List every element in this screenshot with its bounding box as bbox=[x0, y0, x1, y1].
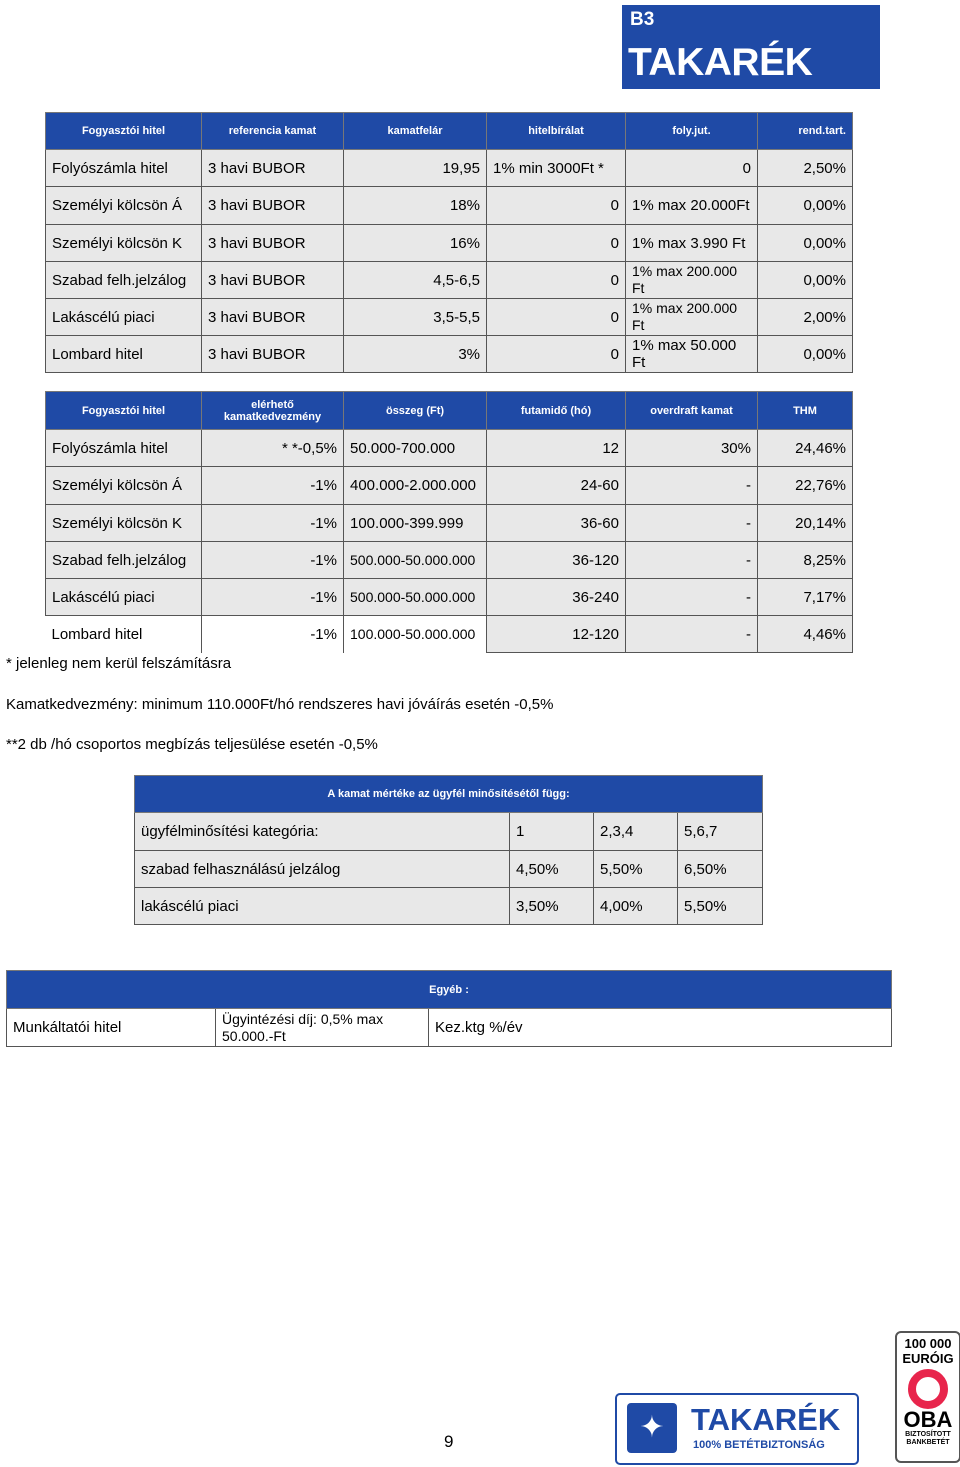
cell: 5,50% bbox=[594, 851, 678, 888]
table-row bbox=[46, 579, 853, 616]
cell: 6,50% bbox=[678, 851, 763, 888]
direct-debit-note: **2 db /hó csoportos megbízás teljesülése esetén -0,5% bbox=[6, 736, 378, 753]
table-row bbox=[7, 1009, 892, 1047]
oba-currency: EURÓIG bbox=[902, 1351, 954, 1366]
cell: 1% max 3.990 Ft bbox=[626, 225, 758, 262]
takarek-mark-icon: ✦ bbox=[627, 1403, 677, 1453]
cell: 2,00% bbox=[758, 299, 853, 336]
logo-bottom-subtext: 100% BETÉTBIZTONSÁG bbox=[693, 1439, 825, 1451]
cell: Személyi kölcsön K bbox=[46, 505, 202, 542]
cell: 16% bbox=[344, 225, 487, 262]
cell: 24-60 bbox=[487, 467, 626, 505]
discount-note: Kamatkedvezmény: minimum 110.000Ft/hó rendszeres havi jóváírás esetén -0,5% bbox=[6, 696, 554, 713]
col-header: hitelbírálat bbox=[487, 113, 626, 150]
takarek-logo bbox=[622, 5, 880, 89]
cell: Folyószámla hitel bbox=[46, 430, 202, 467]
cell: 0,00% bbox=[758, 336, 853, 373]
cell: 500.000-50.000.000 bbox=[344, 579, 487, 616]
cell: - bbox=[626, 542, 758, 579]
cell: 4,46% bbox=[758, 616, 853, 653]
oba-subtitle: BIZTOSÍTOTT BANKBETÉT bbox=[905, 1431, 951, 1446]
cell: 100.000-399.999 bbox=[344, 505, 487, 542]
cell: -1% bbox=[202, 616, 344, 653]
table-header-row bbox=[7, 971, 892, 1009]
cell: 3 havi BUBOR bbox=[202, 150, 344, 187]
table-row bbox=[46, 505, 853, 542]
oba-title: OBA bbox=[903, 1407, 953, 1432]
cell: Folyószámla hitel bbox=[46, 150, 202, 187]
cell: 0 bbox=[487, 336, 626, 373]
cell: 1% max 50.000 Ft bbox=[626, 336, 758, 373]
table-header-row bbox=[46, 113, 853, 150]
cell: 3 havi BUBOR bbox=[202, 225, 344, 262]
discount-table bbox=[45, 391, 853, 653]
cell: 1% min 3000Ft * bbox=[487, 150, 626, 187]
cell: 22,76% bbox=[758, 467, 853, 505]
oba-badge bbox=[895, 1331, 960, 1463]
col-header: overdraft kamat bbox=[626, 392, 758, 430]
col-header: kamatfelár bbox=[344, 113, 487, 150]
table-row bbox=[46, 336, 853, 373]
cell: 50.000-700.000 bbox=[344, 430, 487, 467]
cell: 30% bbox=[626, 430, 758, 467]
cell: Lombard hitel bbox=[46, 616, 202, 653]
other-table-title: Egyéb : bbox=[7, 971, 892, 1009]
cell: lakáscélú piaci bbox=[135, 888, 510, 925]
cell: - bbox=[626, 467, 758, 505]
cell: ügyfélminősítési kategória: bbox=[135, 813, 510, 851]
col-header: futamidő (hó) bbox=[487, 392, 626, 430]
cell: Szabad felh.jelzálog bbox=[46, 542, 202, 579]
cell: 0,00% bbox=[758, 187, 853, 225]
cell: 2,3,4 bbox=[594, 813, 678, 851]
rating-table bbox=[134, 775, 763, 925]
cell: 2,50% bbox=[758, 150, 853, 187]
cell: 12 bbox=[487, 430, 626, 467]
cell: - bbox=[626, 505, 758, 542]
cell: 5,50% bbox=[678, 888, 763, 925]
cell: Lakáscélú piaci bbox=[46, 579, 202, 616]
cell: -1% bbox=[202, 542, 344, 579]
cell: 18% bbox=[344, 187, 487, 225]
cell: Lombard hitel bbox=[46, 336, 202, 373]
table-row bbox=[135, 851, 763, 888]
col-header: THM bbox=[758, 392, 853, 430]
cell: 3% bbox=[344, 336, 487, 373]
cell: 8,25% bbox=[758, 542, 853, 579]
cell: 36-60 bbox=[487, 505, 626, 542]
col-header: elérhető kamatkedvezmény bbox=[202, 392, 344, 430]
cell: 4,00% bbox=[594, 888, 678, 925]
table-row bbox=[46, 150, 853, 187]
cell: 1 bbox=[510, 813, 594, 851]
table-header-row bbox=[135, 776, 763, 813]
oba-ring-icon bbox=[908, 1369, 948, 1409]
footnote-text: * jelenleg nem kerül felszámításra bbox=[6, 655, 232, 672]
cell: 24,46% bbox=[758, 430, 853, 467]
col-header: összeg (Ft) bbox=[344, 392, 487, 430]
table-row bbox=[46, 225, 853, 262]
cell: -1% bbox=[202, 579, 344, 616]
cell: Személyi kölcsön K bbox=[46, 225, 202, 262]
cell: 36-120 bbox=[487, 542, 626, 579]
logo-takarek-text: TAKARÉK bbox=[628, 41, 813, 84]
cell: 36-240 bbox=[487, 579, 626, 616]
cell: 0 bbox=[487, 299, 626, 336]
cell: 0 bbox=[487, 187, 626, 225]
cell: 1% max 200.000 Ft bbox=[626, 262, 758, 299]
cell: Szabad felh.jelzálog bbox=[46, 262, 202, 299]
table-row bbox=[46, 467, 853, 505]
table-row bbox=[46, 187, 853, 225]
takarek-betetbiztonsag-logo bbox=[615, 1393, 859, 1465]
cell: 500.000-50.000.000 bbox=[344, 542, 487, 579]
cell: -1% bbox=[202, 467, 344, 505]
cell: - bbox=[626, 579, 758, 616]
cell: 20,14% bbox=[758, 505, 853, 542]
oba-amount: 100 000 bbox=[904, 1336, 952, 1351]
cell: -1% bbox=[202, 505, 344, 542]
cell: 5,6,7 bbox=[678, 813, 763, 851]
cell: 0 bbox=[487, 225, 626, 262]
cell: Munkáltatói hitel bbox=[7, 1009, 216, 1047]
cell: szabad felhasználású jelzálog bbox=[135, 851, 510, 888]
cell: Személyi kölcsön Á bbox=[46, 187, 202, 225]
loan-conditions-table bbox=[45, 112, 853, 373]
table-row bbox=[46, 262, 853, 299]
table-row bbox=[46, 616, 853, 653]
cell: 3 havi BUBOR bbox=[202, 299, 344, 336]
cell: Személyi kölcsön Á bbox=[46, 467, 202, 505]
cell: 100.000-50.000.000 bbox=[344, 616, 487, 653]
cell: 3,50% bbox=[510, 888, 594, 925]
table-row bbox=[46, 542, 853, 579]
cell: 4,5-6,5 bbox=[344, 262, 487, 299]
cell: 1% max 20.000Ft bbox=[626, 187, 758, 225]
cell: 3 havi BUBOR bbox=[202, 336, 344, 373]
cell: 7,17% bbox=[758, 579, 853, 616]
cell: Ügyintézési díj: 0,5% max 50.000.-Ft bbox=[216, 1009, 429, 1047]
cell: 3 havi BUBOR bbox=[202, 262, 344, 299]
cell: 0 bbox=[626, 150, 758, 187]
col-header: referencia kamat bbox=[202, 113, 344, 150]
cell: 3 havi BUBOR bbox=[202, 187, 344, 225]
col-header: rend.tart. bbox=[758, 113, 853, 150]
table-row bbox=[135, 888, 763, 925]
other-table bbox=[6, 970, 892, 1047]
cell: Lakáscélú piaci bbox=[46, 299, 202, 336]
table-header-row bbox=[46, 392, 853, 430]
cell: 12-120 bbox=[487, 616, 626, 653]
table-row bbox=[46, 430, 853, 467]
cell: 19,95 bbox=[344, 150, 487, 187]
col-header: Fogyasztói hitel bbox=[46, 392, 202, 430]
col-header: foly.jut. bbox=[626, 113, 758, 150]
cell: - bbox=[626, 616, 758, 653]
rating-table-title: A kamat mértéke az ügyfél minősítésétől függ: bbox=[135, 776, 763, 813]
logo-bottom-text: TAKARÉK bbox=[691, 1402, 841, 1437]
table-row bbox=[135, 813, 763, 851]
cell: 0,00% bbox=[758, 262, 853, 299]
cell: Kez.ktg %/év bbox=[429, 1009, 892, 1047]
cell: * *-0,5% bbox=[202, 430, 344, 467]
cell: 0,00% bbox=[758, 225, 853, 262]
cell: 1% max 200.000 Ft bbox=[626, 299, 758, 336]
cell: 4,50% bbox=[510, 851, 594, 888]
col-header: Fogyasztói hitel bbox=[46, 113, 202, 150]
logo-b3-text: B3 bbox=[630, 9, 655, 30]
cell: 3,5-5,5 bbox=[344, 299, 487, 336]
cell: 400.000-2.000.000 bbox=[344, 467, 487, 505]
page-number: 9 bbox=[444, 1432, 454, 1451]
cell: 0 bbox=[487, 262, 626, 299]
table-row bbox=[46, 299, 853, 336]
